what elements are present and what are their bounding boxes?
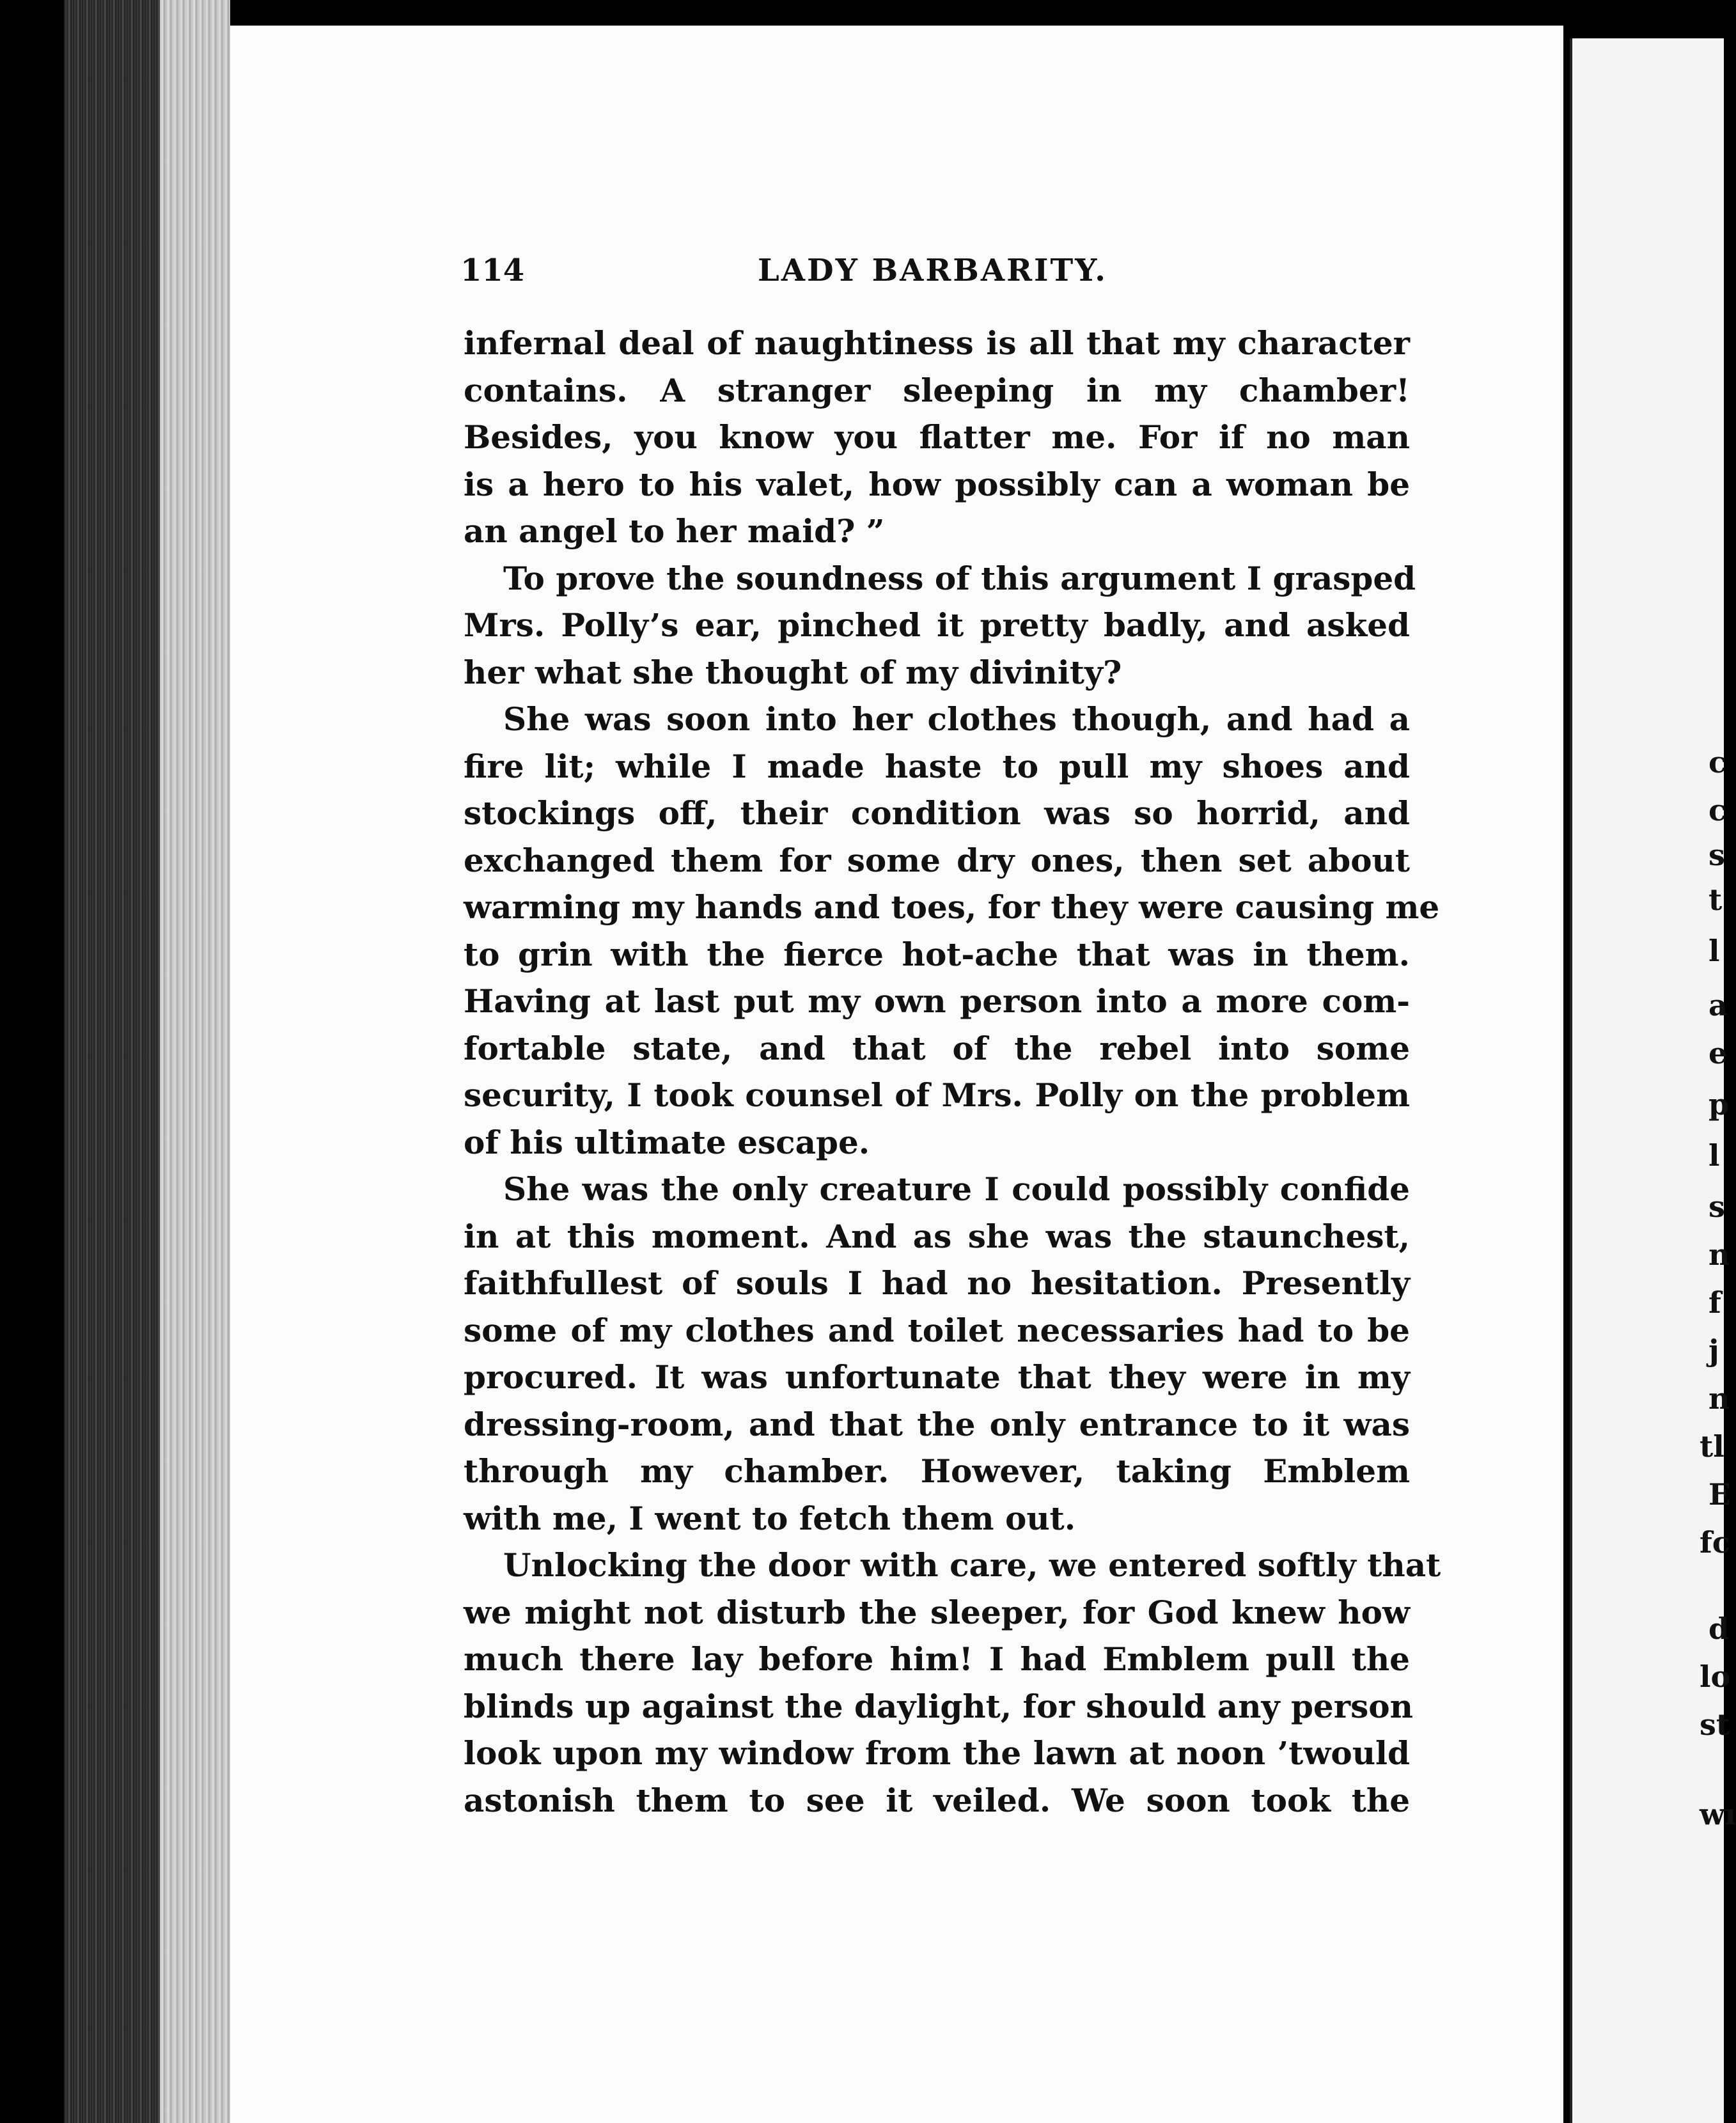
facing-page-fragment: lo bbox=[1700, 1659, 1731, 1694]
text-line: Besides, you know you flatter me. For if no man bbox=[464, 418, 1410, 456]
text-line: fire lit; while I made haste to pull my shoes and bbox=[464, 747, 1410, 785]
facing-page-fragment: c bbox=[1709, 745, 1727, 779]
text-line: Mrs. Polly’s ear, pinched it pretty badly, and asked bbox=[464, 606, 1410, 644]
facing-page-fragment: fc bbox=[1700, 1525, 1730, 1560]
text-line: to grin with the fierce hot-ache that was in them. bbox=[464, 935, 1410, 973]
facing-page-fragment: e bbox=[1709, 1036, 1728, 1070]
text-line: infernal deal of naughtiness is all that my character bbox=[464, 324, 1410, 362]
text-line: we might not disturb the sleeper, for God knew how bbox=[464, 1593, 1410, 1631]
text-line: warming my hands and toes, for they were causing me bbox=[464, 888, 1440, 926]
facing-page-fragment: n bbox=[1709, 1237, 1730, 1272]
text-line: look upon my window from the lawn at noon ’twould bbox=[464, 1734, 1410, 1772]
facing-page-fragment: a bbox=[1709, 988, 1728, 1022]
page-header bbox=[460, 253, 1410, 297]
text-line: contains. A stranger sleeping in my chamber! bbox=[464, 371, 1410, 409]
text-line: much there lay before him! I had Emblem pull the bbox=[464, 1640, 1410, 1678]
facing-page-fragment: tl bbox=[1700, 1429, 1724, 1464]
facing-page-fragment: j bbox=[1709, 1333, 1719, 1368]
running-title: LADY BARBARITY. bbox=[758, 253, 1107, 288]
facing-page-fragment: s bbox=[1709, 1189, 1725, 1224]
text-line: stockings off, their condition was so horrid, and bbox=[464, 794, 1410, 832]
facing-page-fragment: s bbox=[1709, 838, 1725, 872]
facing-page-fragment: l bbox=[1709, 934, 1720, 968]
facing-page-fragment: f bbox=[1709, 1285, 1721, 1320]
text-line: Having at last put my own person into a more com- bbox=[464, 982, 1410, 1020]
text-line: her what she thought of my divinity? bbox=[464, 653, 1122, 691]
text-line: security, I took counsel of Mrs. Polly on the problem bbox=[464, 1076, 1410, 1114]
page-edges bbox=[160, 0, 230, 2123]
text-line: She was the only creature I could possibly confide bbox=[503, 1170, 1410, 1208]
text-line: To prove the soundness of this argument I grasped bbox=[503, 559, 1416, 597]
facing-page-fragment: l bbox=[1709, 1138, 1720, 1173]
facing-page-fragment: st bbox=[1700, 1707, 1730, 1742]
text-line: dressing-room, and that the only entrance to it was bbox=[464, 1405, 1410, 1443]
text-line: Unlocking the door with care, we entered softly that bbox=[503, 1546, 1441, 1584]
text-line: procured. It was unfortunate that they were in my bbox=[464, 1358, 1410, 1396]
text-line: some of my clothes and toilet necessaries had to be bbox=[464, 1311, 1410, 1349]
facing-page-fragment: wı bbox=[1700, 1797, 1736, 1831]
text-line: is a hero to his valet, how possibly can a woman be bbox=[464, 465, 1410, 503]
facing-page-fragment: p bbox=[1709, 1087, 1730, 1122]
text-line: of his ultimate escape. bbox=[464, 1123, 870, 1161]
page-number: 114 bbox=[460, 253, 525, 288]
facing-page-fragment: c bbox=[1709, 793, 1727, 827]
text-line: with me, I went to fetch them out. bbox=[464, 1499, 1076, 1537]
body-text bbox=[464, 320, 1441, 1824]
facing-page-fragment: d bbox=[1709, 1611, 1730, 1646]
facing-page-fragment: n bbox=[1709, 1381, 1730, 1416]
text-line: an angel to her maid? ” bbox=[464, 512, 885, 550]
text-line: blinds up against the daylight, for should any person bbox=[464, 1687, 1413, 1725]
text-line: faithfullest of souls I had no hesitation. Presently bbox=[464, 1264, 1410, 1302]
text-line: fortable state, and that of the rebel into some bbox=[464, 1029, 1410, 1067]
text-line: She was soon into her clothes though, and had a bbox=[503, 700, 1410, 738]
text-line: in at this moment. And as she was the staunchest, bbox=[464, 1217, 1410, 1255]
text-line: through my chamber. However, taking Emblem bbox=[464, 1452, 1410, 1490]
text-line: exchanged them for some dry ones, then set about bbox=[464, 841, 1410, 879]
facing-page-fragment: E bbox=[1709, 1477, 1732, 1512]
facing-page-fragment: t bbox=[1709, 882, 1723, 917]
text-line: astonish them to see it veiled. We soon took the bbox=[464, 1781, 1410, 1819]
